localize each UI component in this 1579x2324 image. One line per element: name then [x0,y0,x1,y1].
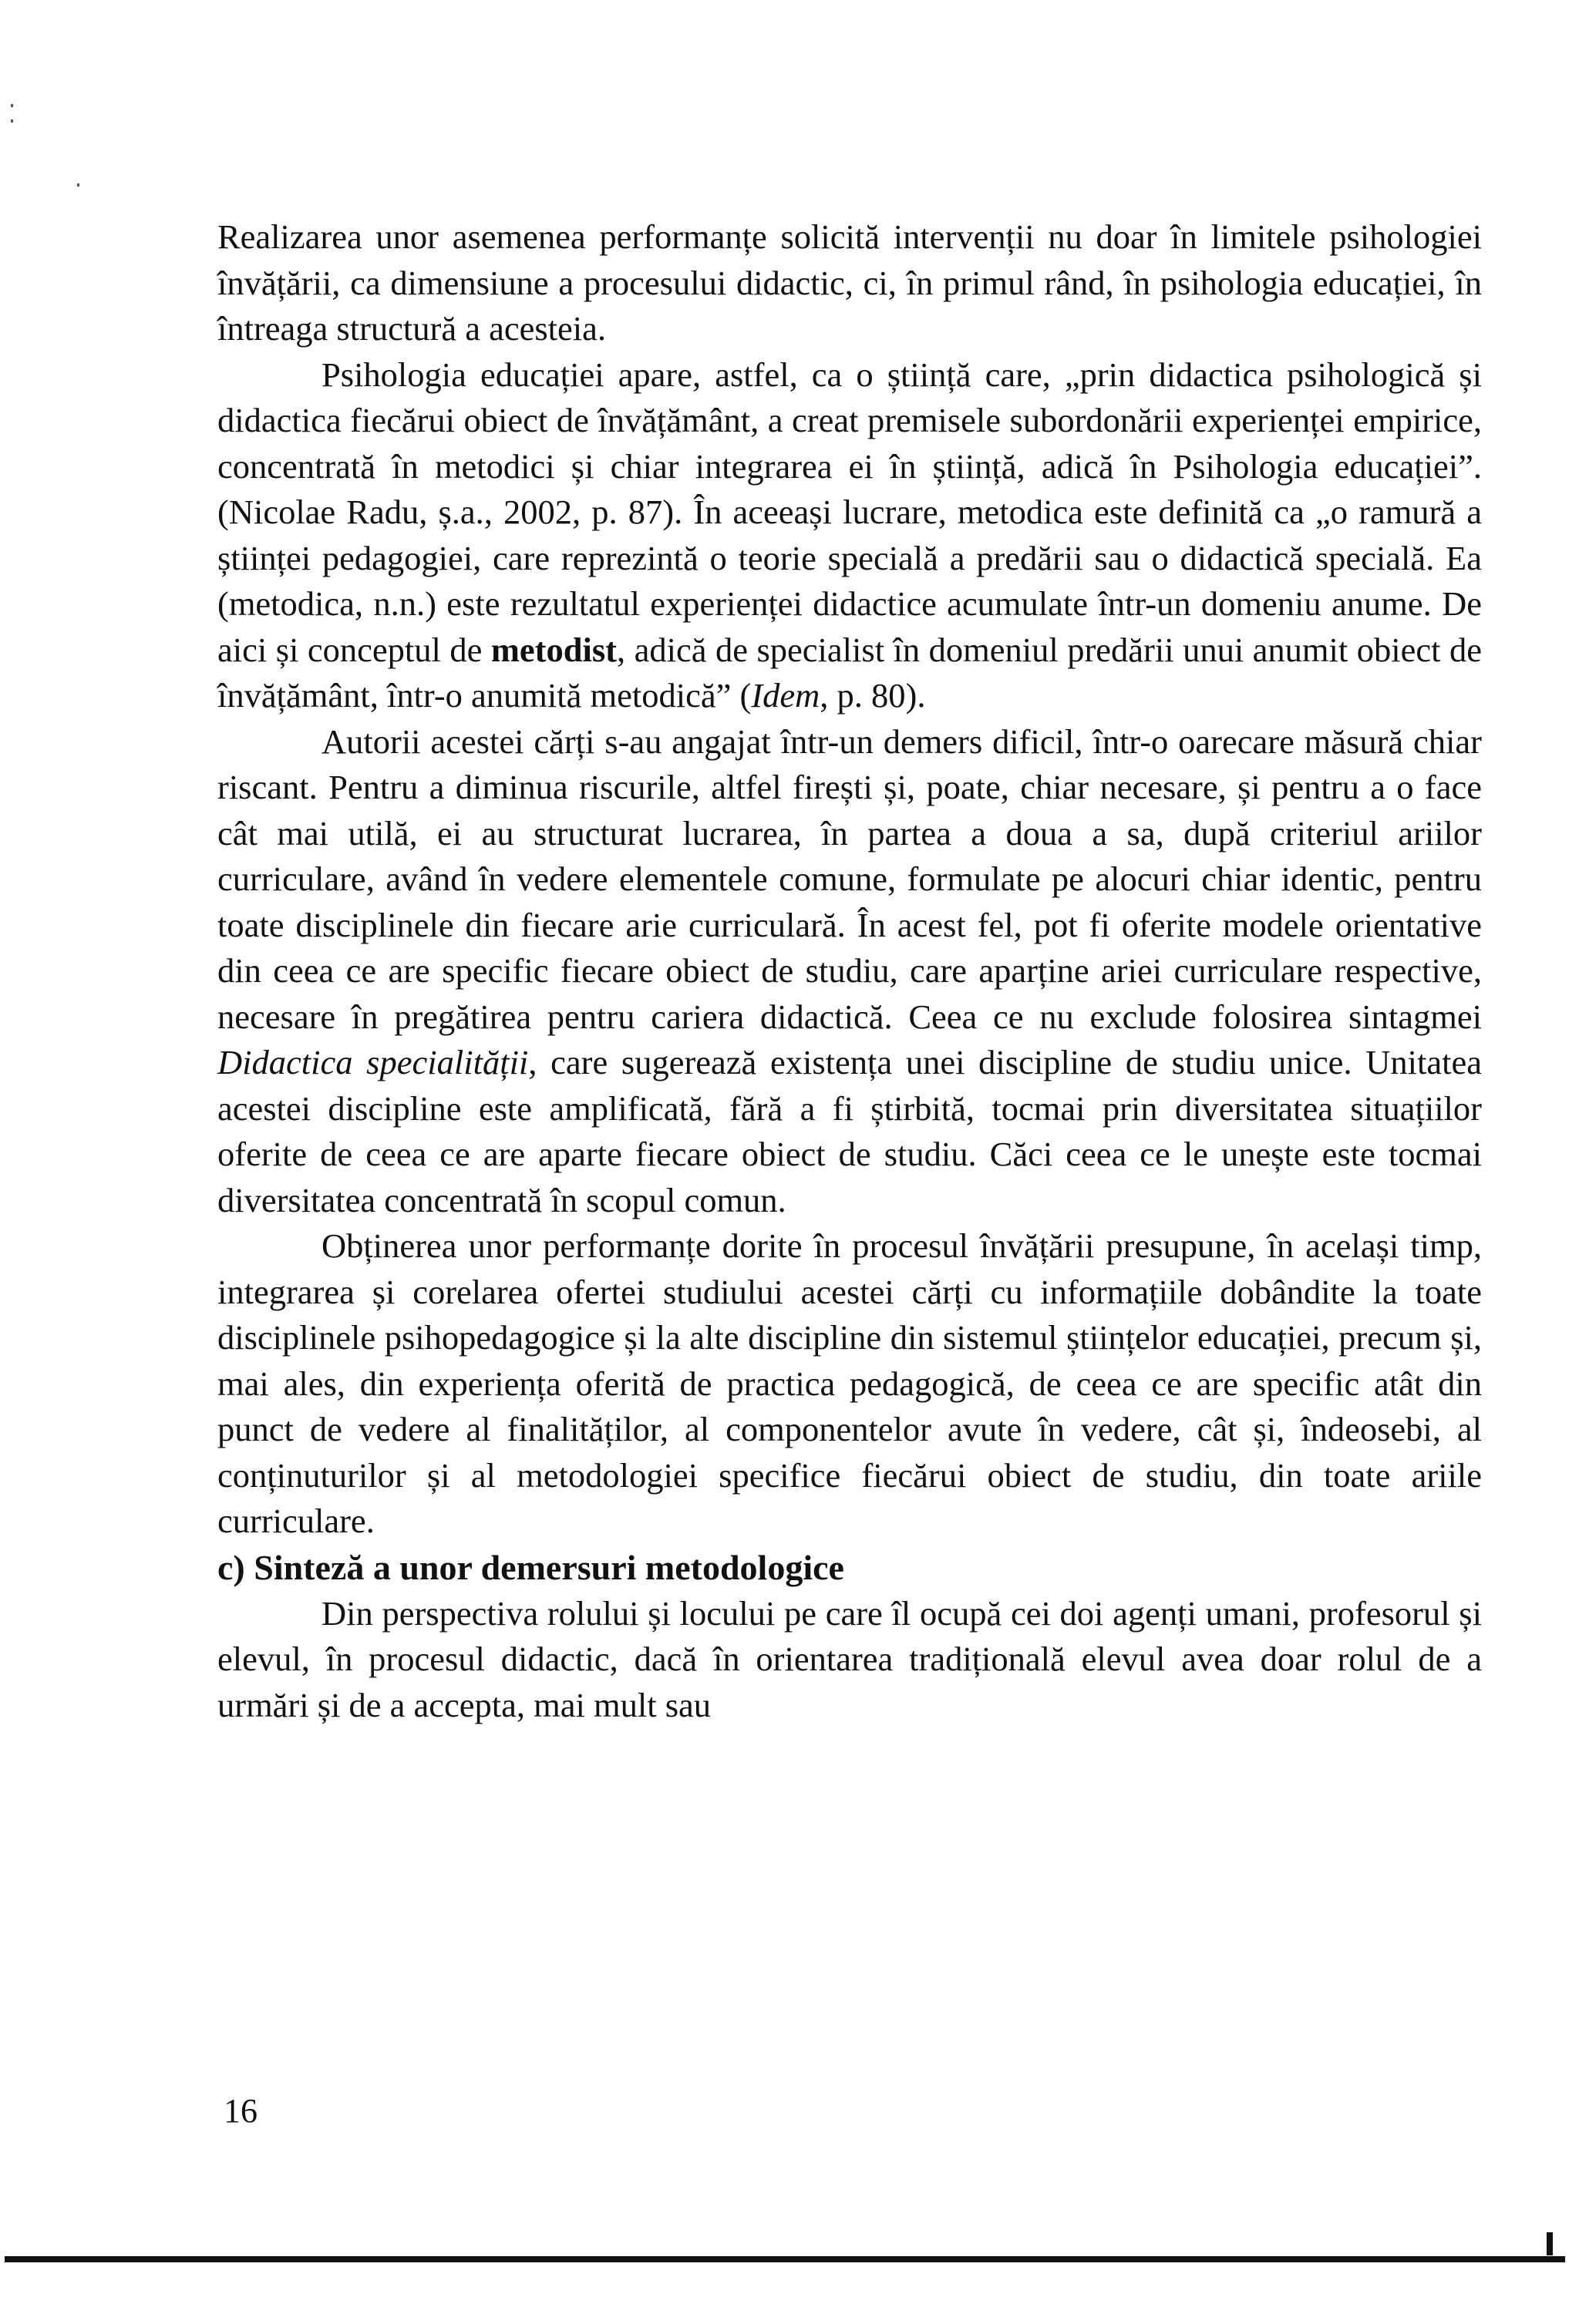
page-number: 16 [224,2092,258,2130]
paragraph-4-text: Obținerea unor performanțe dorite în procesul învățării presupune, în același timp, integrarea și corelarea ofertei studiului acestei cărți cu informațiile dobândite la toate disciplinele psihopedagogice și la alte discipline din sistemul științelor educației, precum și, mai ales, din experiența oferită de practica pedagogică, de ceea ce are specific atât din punct de vedere al finalităților, al componentelor avute în vedere, cât și, îndeosebi, al conținuturilor și al metodologiei specifice fiecărui obiect de studiu, din toate ariile curriculare. [217,1226,1482,1540]
paragraph-3-text-a: Autorii acestei cărți s-au angajat într-un demers dificil, într-o oarecare măsură chiar riscant. Pentru a diminua riscurile, altfel firești și, poate, chiar necesare, și pentru a o face cât mai utilă, ei au structurat lucrarea, în partea a doua a sa, după criteriul ariilor curriculare, având în vedere elementele comune, formulate pe alocuri chiar identic, pentru toate disciplinele din fiecare arie curriculară. În acest fel, pot fi oferite modele orientative din ceea ce are specific fiecare obiect de studiu, care aparține ariei curriculare respective, necesare în pregătirea pentru cariera didactică. Ceea ce nu exclude folosirea sintagmei [217,721,1482,1036]
paragraph-4 [217,1223,1482,1545]
scan-speck [11,104,13,107]
body-text [217,214,1482,1728]
paragraph-3-text-b: , care sugerează existența unei discipline de studiu unice. Unitatea acestei discipline este amplificată, fără a fi știrbită, tocmai prin diversitatea situațiilor oferite de ceea ce are aparte fiecare obiect de studiu. Căci ceea ce le unește este tocmai diversitatea concentrată în scopul comun. [217,1043,1482,1219]
paragraph-1-text: Realizarea unor asemenea performanțe solicită intervenții nu doar în limitele psihologiei învățării, ca dimensiune a procesului didactic, ci, în primul rând, în psihologia educației, în întreaga structură a acesteia. [217,217,1482,348]
italic-didactica-specialitatii: Didactica specialității [217,1043,529,1081]
paragraph-5 [217,1591,1482,1729]
paragraph-5-text: Din perspectiva rolului și locului pe care îl ocupă cei doi agenți umani, profesorul și elevul, în procesul didactic, dacă în orientarea tradițională elevul avea doar rolul de a urmări și de a accepta, mai mult sau [217,1593,1482,1724]
paragraph-2-text-c: , p. 80). [820,676,926,715]
footer-rule [5,2256,1565,2262]
italic-idem: Idem [751,676,820,715]
section-heading: c) Sinteză a unor demersuri metodologice [217,1547,844,1587]
bold-term-metodist: metodist [490,630,617,669]
paragraph-3 [217,719,1482,1224]
footer-rule-tick [1547,2232,1553,2255]
scan-speck [11,119,13,123]
paragraph-2-text-a: Psihologia educației apare, astfel, ca o știință care, „prin didactica psihologică și didactica fiecărui obiect de învățământ, a creat premisele subordonării experienței empirice, concentrată în metodici și chiar integrarea ei în știință, adică în Psihologia educației”. (Nicolae Radu, ș.a., 2002, p. 87). În aceeași lucrare, metodica este definită ca „o ramură a științei pedagogiei, care reprezintă o teorie specială a predării sau o didactică specială. Ea (metodica, n.n.) este rezultatul experienței didactice acumulate într-un domeniu anume. De aici și conceptul de [217,355,1482,669]
paragraph-2: Psihologia educației apare, astfel, ca o știință care, „prin didactica psihologică și didactica fiecărui obiect de învățământ, a creat premisele subordonării experienței empirice, concentrată în metodici și chiar integrarea ei în știință, adică în Psihologia educației”. (Nicolae Radu, ș.a., 2002, p. 87). În aceeași lucrare, metodica este definită ca „o ramură a științei pedagogiei, care reprezintă o teorie specială a predării sau o didactică specială. Ea (metodica, n.n.) este rezultatul experienței didactice acumulate într-un domeniu anume. De aici și conceptul de metodist, adică de specialist în domeniul predării unui anumit obiect de învățământ, într-o anumită metodică” (Idem, p. 80). [217,355,1482,715]
paragraph-1 [217,214,1482,352]
paragraph-2-text-b: , adică de specialist în domeniul predării unui anumit obiect de învățământ, într-o anumită metodică” [217,630,1482,715]
scan-speck [77,183,79,187]
